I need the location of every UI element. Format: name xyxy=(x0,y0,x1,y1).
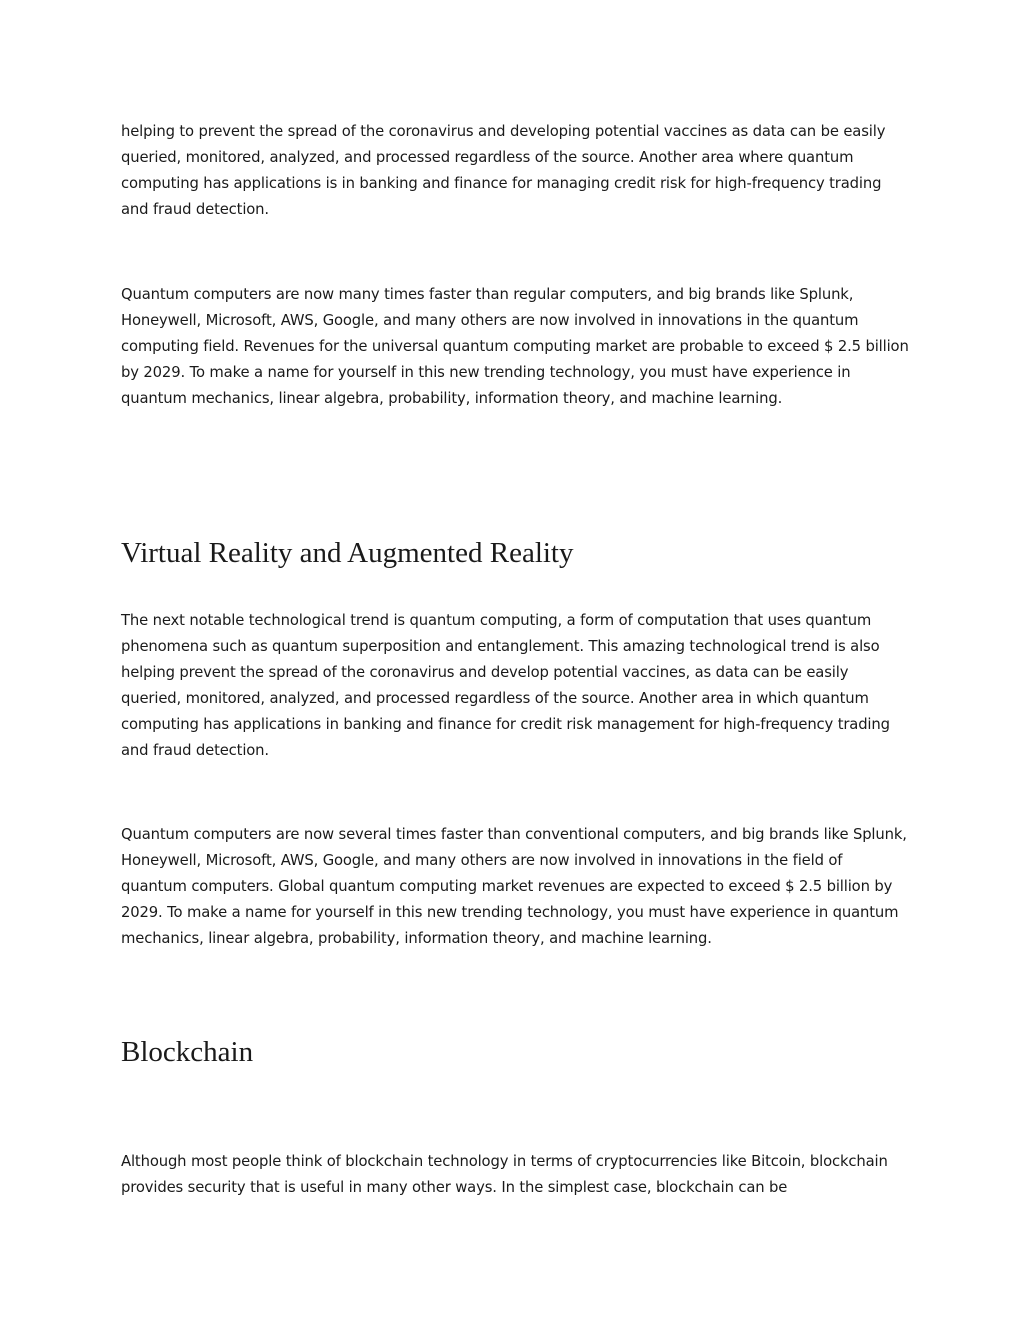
paragraph-blockchain-intro: Although most people think of blockchain technology in terms of cryptocurrencies like Bitcoin, blockchain provides security that is useful in many other ways. In the simplest case, blockchain can be xyxy=(121,1153,888,1196)
paragraph-quantum-revenues: Quantum computers are now several times faster than conventional computers, and big brands like Splunk, Honeywell, Microsoft, AWS, Google, and many others are now involved in innovations in the field of quantum computers. Global quantum computing market revenues are expected to exceed $ 2.5 billion by 2029. To make a name for yourself in this new trending technology, you must have experience in quantum mechanics, linear algebra, probability, information theory, and machine learning. xyxy=(121,826,907,947)
heading-virtual-reality: Virtual Reality and Augmented Reality xyxy=(121,537,574,569)
heading-blockchain: Blockchain xyxy=(121,1036,254,1068)
paragraph-quantum-market: Quantum computers are now many times faster than regular computers, and big brands like Splunk, Honeywell, Microsoft, AWS, Google, and many others are now involved in innovations in the quantum computing field. Revenues for the universal quantum computing market are probable to exceed $ 2.5 billion by 2029. To make a name for yourself in this new trending technology, you must have experience in quantum mechanics, linear algebra, probability, information theory, and machine learning. xyxy=(121,286,909,407)
paragraph-quantum-trend: The next notable technological trend is quantum computing, a form of computation that uses quantum phenomena such as quantum superposition and entanglement. This amazing technological trend is also helping prevent the spread of the coronavirus and develop potential vaccines, as data can be easily queried, monitored, analyzed, and processed regardless of the source. Another area in which quantum computing has applications in banking and finance for credit risk management for high-frequency trading and fraud detection. xyxy=(121,612,890,759)
paragraph-quantum-applications: helping to prevent the spread of the coronavirus and developing potential vaccines as data can be easily queried, monitored, analyzed, and processed regardless of the source. Another area where quantum computing has applications is in banking and finance for managing credit risk for high-frequency trading and fraud detection. xyxy=(121,123,886,218)
